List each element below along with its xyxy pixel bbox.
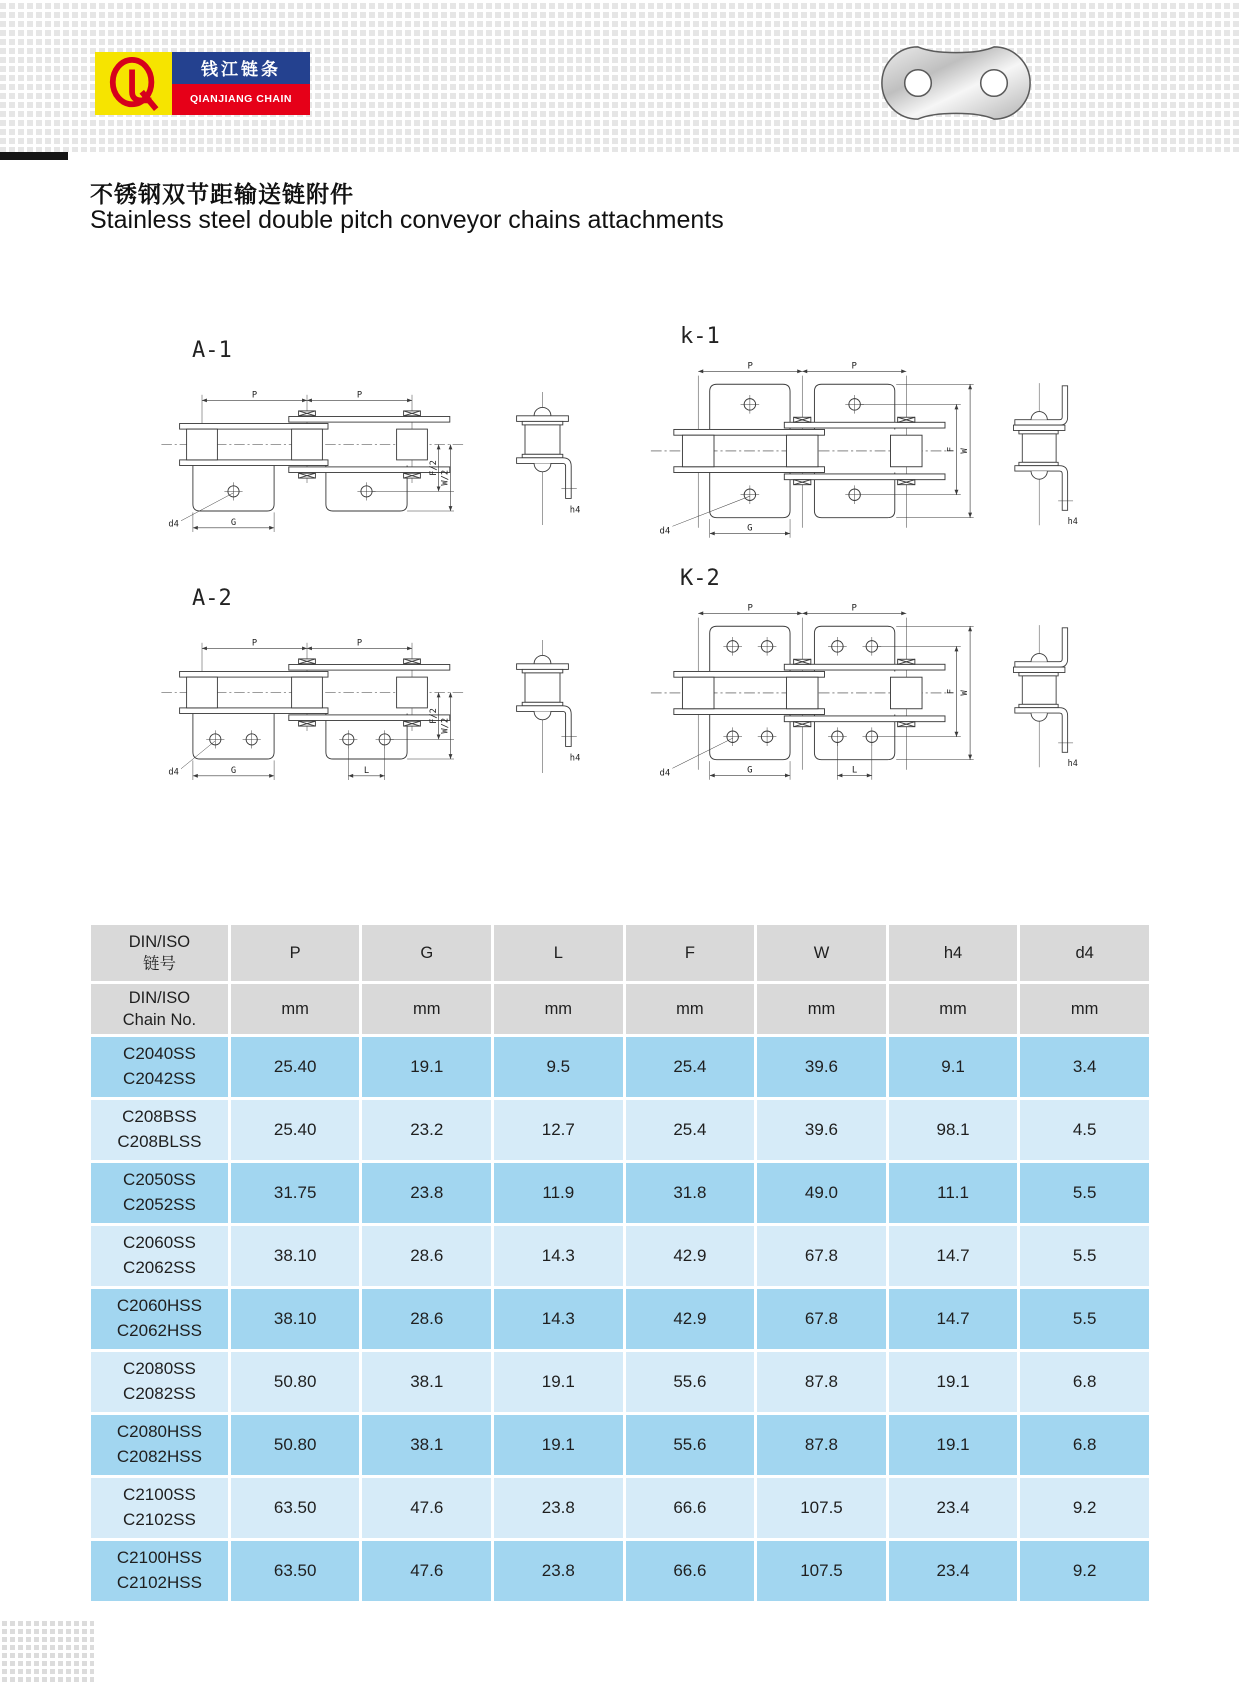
value-cell: 107.5 bbox=[757, 1478, 886, 1538]
chain-link-plate-image bbox=[880, 40, 1032, 131]
brand-name-cn: 钱江链条 bbox=[172, 52, 310, 84]
front-view-drawing bbox=[160, 619, 468, 791]
svg-text:G: G bbox=[747, 765, 753, 776]
value-cell: 98.1 bbox=[889, 1100, 1018, 1160]
value-cell: 14.7 bbox=[889, 1289, 1018, 1349]
brand-logo bbox=[95, 52, 310, 115]
side-view-drawing bbox=[1004, 617, 1092, 776]
diagram-K-2 bbox=[648, 566, 1092, 793]
diagram-A-1 bbox=[160, 338, 588, 543]
value-cell: 25.4 bbox=[626, 1100, 755, 1160]
svg-text:F/2: F/2 bbox=[428, 708, 439, 724]
header-band bbox=[0, 0, 1240, 152]
value-cell: 38.10 bbox=[231, 1226, 360, 1286]
svg-text:L: L bbox=[363, 766, 370, 776]
value-cell: 66.6 bbox=[626, 1478, 755, 1538]
table-row bbox=[91, 1289, 1149, 1349]
value-cell: 9.5 bbox=[494, 1037, 623, 1097]
value-cell: 19.1 bbox=[494, 1415, 623, 1475]
value-cell: 25.40 bbox=[231, 1100, 360, 1160]
value-cell: 19.1 bbox=[889, 1415, 1018, 1475]
unit-cell: mm bbox=[626, 984, 755, 1034]
svg-text:W/2: W/2 bbox=[440, 717, 451, 734]
svg-text:P: P bbox=[251, 390, 258, 401]
header-cell-chain-en: DIN/ISO Chain No. bbox=[91, 984, 228, 1034]
value-cell: 50.80 bbox=[231, 1415, 360, 1475]
value-cell: 9.2 bbox=[1020, 1478, 1149, 1538]
svg-text:F: F bbox=[946, 446, 957, 453]
value-cell: 66.6 bbox=[626, 1541, 755, 1601]
value-cell: 55.6 bbox=[626, 1352, 755, 1412]
value-cell: 4.5 bbox=[1020, 1100, 1149, 1160]
svg-text:P: P bbox=[851, 603, 857, 614]
header-cell: h4 bbox=[889, 925, 1018, 981]
unit-cell: mm bbox=[889, 984, 1018, 1034]
unit-cell: mm bbox=[757, 984, 886, 1034]
value-cell: 5.5 bbox=[1020, 1163, 1149, 1223]
value-cell: 28.6 bbox=[362, 1289, 491, 1349]
svg-text:L: L bbox=[851, 765, 858, 776]
spec-table bbox=[88, 922, 1152, 1604]
value-cell: 19.1 bbox=[889, 1352, 1018, 1412]
header-cell: W bbox=[757, 925, 886, 981]
chain-no-cell: C2050SS C2052SS bbox=[91, 1163, 228, 1223]
diagram-k-1 bbox=[648, 324, 1092, 551]
unit-cell: mm bbox=[362, 984, 491, 1034]
table-row bbox=[91, 1037, 1149, 1097]
value-cell: 14.3 bbox=[494, 1226, 623, 1286]
chain-no-cell: C208BSS C208BLSS bbox=[91, 1100, 228, 1160]
diagram-views bbox=[648, 599, 1092, 793]
value-cell: 39.6 bbox=[757, 1037, 886, 1097]
svg-text:F: F bbox=[946, 688, 957, 695]
table-row bbox=[91, 1352, 1149, 1412]
brand-name-en: QIANJIANG CHAIN bbox=[172, 84, 310, 116]
divider-bar bbox=[0, 152, 1240, 160]
value-cell: 3.4 bbox=[1020, 1037, 1149, 1097]
value-cell: 87.8 bbox=[757, 1415, 886, 1475]
svg-text:P: P bbox=[356, 390, 363, 401]
value-cell: 49.0 bbox=[757, 1163, 886, 1223]
value-cell: 42.9 bbox=[626, 1226, 755, 1286]
front-view-drawing bbox=[648, 357, 978, 551]
value-cell: 38.10 bbox=[231, 1289, 360, 1349]
diagram-label: A-2 bbox=[192, 586, 232, 611]
chain-no-cell: C2100HSS C2102HSS bbox=[91, 1541, 228, 1601]
svg-text:h4: h4 bbox=[1067, 515, 1078, 526]
value-cell: 50.80 bbox=[231, 1352, 360, 1412]
svg-text:W: W bbox=[960, 690, 971, 696]
header-cell: G bbox=[362, 925, 491, 981]
value-cell: 25.4 bbox=[626, 1037, 755, 1097]
svg-text:d4: d4 bbox=[168, 519, 179, 530]
value-cell: 12.7 bbox=[494, 1100, 623, 1160]
value-cell: 38.1 bbox=[362, 1352, 491, 1412]
value-cell: 63.50 bbox=[231, 1541, 360, 1601]
unit-cell: mm bbox=[1020, 984, 1149, 1034]
value-cell: 23.8 bbox=[494, 1478, 623, 1538]
svg-text:d4: d4 bbox=[168, 767, 179, 778]
divider-black-segment bbox=[0, 152, 68, 160]
svg-text:P: P bbox=[851, 361, 857, 372]
diagram-views bbox=[648, 357, 1092, 551]
table-row bbox=[91, 1163, 1149, 1223]
side-view-drawing bbox=[1004, 375, 1092, 534]
value-cell: 39.6 bbox=[757, 1100, 886, 1160]
diagram-views bbox=[160, 619, 588, 791]
svg-text:h4: h4 bbox=[1067, 757, 1078, 768]
unit-cell: mm bbox=[494, 984, 623, 1034]
header-cell: P bbox=[231, 925, 360, 981]
value-cell: 25.40 bbox=[231, 1037, 360, 1097]
header-cell: F bbox=[626, 925, 755, 981]
diagram-label: K-2 bbox=[680, 566, 720, 591]
value-cell: 14.3 bbox=[494, 1289, 623, 1349]
side-view-drawing bbox=[504, 385, 588, 536]
diagram-label: A-1 bbox=[192, 338, 232, 363]
table-row bbox=[91, 1541, 1149, 1601]
value-cell: 31.8 bbox=[626, 1163, 755, 1223]
value-cell: 19.1 bbox=[362, 1037, 491, 1097]
value-cell: 38.1 bbox=[362, 1415, 491, 1475]
value-cell: 23.4 bbox=[889, 1478, 1018, 1538]
svg-text:G: G bbox=[230, 766, 237, 776]
value-cell: 42.9 bbox=[626, 1289, 755, 1349]
svg-text:G: G bbox=[230, 518, 237, 528]
diagram-label: k-1 bbox=[680, 324, 720, 349]
chain-no-cell: C2080HSS C2082HSS bbox=[91, 1415, 228, 1475]
value-cell: 47.6 bbox=[362, 1541, 491, 1601]
logo-monogram-box bbox=[95, 52, 172, 115]
value-cell: 23.2 bbox=[362, 1100, 491, 1160]
value-cell: 14.7 bbox=[889, 1226, 1018, 1286]
value-cell: 63.50 bbox=[231, 1478, 360, 1538]
header-cell-chain-cn: DIN/ISO 链号 bbox=[91, 925, 228, 981]
svg-text:P: P bbox=[251, 638, 258, 649]
value-cell: 67.8 bbox=[757, 1289, 886, 1349]
diagram-views bbox=[160, 371, 588, 543]
svg-text:h4: h4 bbox=[569, 753, 581, 764]
divider-gradient-segment bbox=[68, 152, 1240, 160]
value-cell: 47.6 bbox=[362, 1478, 491, 1538]
value-cell: 23.4 bbox=[889, 1541, 1018, 1601]
svg-text:P: P bbox=[356, 638, 363, 649]
chain-no-cell: C2060SS C2062SS bbox=[91, 1226, 228, 1286]
page-title-cn: 不锈钢双节距输送链附件 bbox=[90, 181, 354, 207]
diagrams-area bbox=[0, 298, 1240, 908]
svg-text:F/2: F/2 bbox=[428, 460, 439, 476]
value-cell: 107.5 bbox=[757, 1541, 886, 1601]
value-cell: 23.8 bbox=[362, 1163, 491, 1223]
svg-text:d4: d4 bbox=[659, 768, 671, 779]
diagram-A-2 bbox=[160, 586, 588, 791]
value-cell: 87.8 bbox=[757, 1352, 886, 1412]
value-cell: 55.6 bbox=[626, 1415, 755, 1475]
table-row bbox=[91, 1100, 1149, 1160]
table-row bbox=[91, 1415, 1149, 1475]
side-view-drawing bbox=[504, 633, 588, 784]
chain-no-cell: C2060HSS C2062HSS bbox=[91, 1289, 228, 1349]
svg-text:P: P bbox=[747, 361, 753, 372]
value-cell: 5.5 bbox=[1020, 1226, 1149, 1286]
footer-dots-decoration bbox=[2, 1618, 94, 1682]
table-header-row-2 bbox=[91, 984, 1149, 1034]
value-cell: 19.1 bbox=[494, 1352, 623, 1412]
value-cell: 67.8 bbox=[757, 1226, 886, 1286]
value-cell: 6.8 bbox=[1020, 1415, 1149, 1475]
svg-text:h4: h4 bbox=[569, 505, 581, 516]
value-cell: 23.8 bbox=[494, 1541, 623, 1601]
value-cell: 11.1 bbox=[889, 1163, 1018, 1223]
svg-text:W/2: W/2 bbox=[440, 469, 451, 486]
svg-text:G: G bbox=[747, 523, 753, 534]
chain-no-cell: C2080SS C2082SS bbox=[91, 1352, 228, 1412]
ql-monogram-icon bbox=[103, 56, 165, 112]
value-cell: 11.9 bbox=[494, 1163, 623, 1223]
value-cell: 28.6 bbox=[362, 1226, 491, 1286]
value-cell: 9.2 bbox=[1020, 1541, 1149, 1601]
front-view-drawing bbox=[160, 371, 468, 543]
svg-text:P: P bbox=[747, 603, 753, 614]
svg-text:d4: d4 bbox=[659, 526, 671, 537]
unit-cell: mm bbox=[231, 984, 360, 1034]
value-cell: 6.8 bbox=[1020, 1352, 1149, 1412]
table-header-row-1 bbox=[91, 925, 1149, 981]
value-cell: 5.5 bbox=[1020, 1289, 1149, 1349]
header-cell: d4 bbox=[1020, 925, 1149, 981]
value-cell: 9.1 bbox=[889, 1037, 1018, 1097]
chain-no-cell: C2040SS C2042SS bbox=[91, 1037, 228, 1097]
brand-text bbox=[172, 52, 310, 115]
header-cell: L bbox=[494, 925, 623, 981]
chain-no-cell: C2100SS C2102SS bbox=[91, 1478, 228, 1538]
svg-text:W: W bbox=[960, 448, 971, 454]
value-cell: 31.75 bbox=[231, 1163, 360, 1223]
table-row bbox=[91, 1478, 1149, 1538]
table-row bbox=[91, 1226, 1149, 1286]
front-view-drawing bbox=[648, 599, 978, 793]
page-title-en: Stainless steel double pitch conveyor chains attachments bbox=[90, 206, 724, 234]
